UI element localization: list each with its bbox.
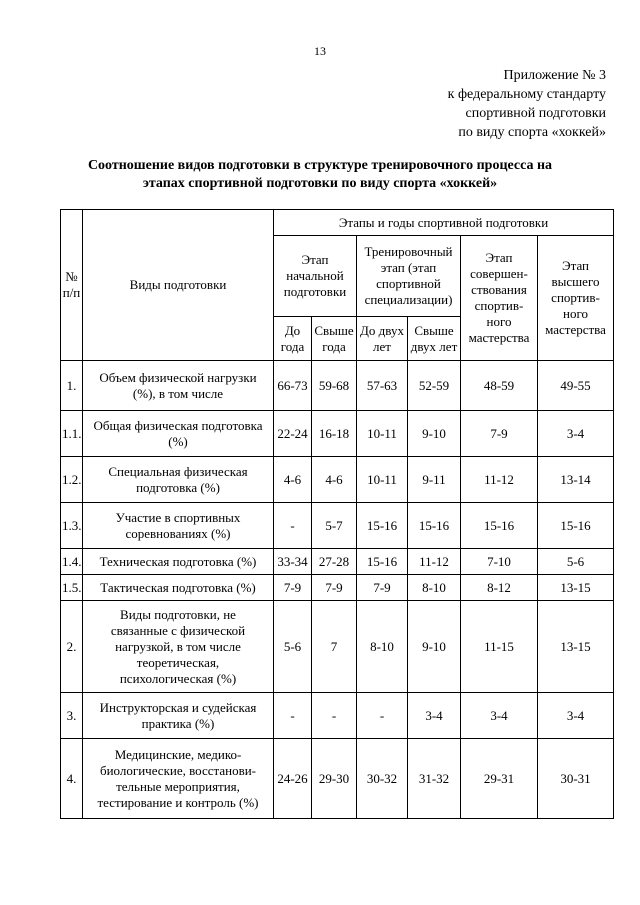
row-value-cell: 24-26 xyxy=(274,739,312,819)
header-line: совершен- xyxy=(470,266,528,281)
header-line: Свыше xyxy=(314,322,354,338)
row-number: 2. xyxy=(61,601,83,693)
row-value-cell: 7-9 xyxy=(274,575,312,601)
header-line: года xyxy=(322,338,346,354)
header-stage-highest xyxy=(538,236,614,361)
row-value-cell: 29-30 xyxy=(312,739,357,819)
row-value-cell: 9-10 xyxy=(408,601,461,693)
row-value-cell: 30-31 xyxy=(538,739,614,819)
header-line: До xyxy=(284,322,301,338)
header-line: ствования xyxy=(471,282,527,297)
header-stage-initial xyxy=(274,236,357,317)
row-training-type-line: Объем физической нагрузки xyxy=(99,369,257,385)
header-line: ного xyxy=(486,314,512,329)
document-title xyxy=(0,157,640,193)
header-line: мастерства xyxy=(468,330,530,345)
header-line: Этап xyxy=(485,250,513,265)
row-training-type-line: Виды подготовки, не xyxy=(120,606,236,622)
table-body xyxy=(61,361,614,819)
header-line: спортивной xyxy=(376,276,441,291)
row-number: 1. xyxy=(61,361,83,411)
row-training-type-line: тестирование и контроль (%) xyxy=(97,794,259,810)
row-value-cell: 15-16 xyxy=(408,503,461,549)
row-value-cell: 16-18 xyxy=(312,411,357,457)
row-value-cell: 15-16 xyxy=(357,549,408,575)
header-line: двух лет xyxy=(410,338,458,354)
row-training-type-line: теоретическая, xyxy=(136,654,220,670)
row-value-cell: 7-9 xyxy=(461,411,538,457)
row-value-cell: 15-16 xyxy=(357,503,408,549)
header-line: года xyxy=(280,338,305,354)
row-value-cell: 57-63 xyxy=(357,361,408,411)
row-value-cell: 3-4 xyxy=(461,693,538,739)
row-value-cell: 52-59 xyxy=(408,361,461,411)
row-training-type xyxy=(83,739,274,819)
table-row xyxy=(61,575,614,601)
row-value-cell: 7-10 xyxy=(461,549,538,575)
row-value-cell: 13-15 xyxy=(538,601,614,693)
row-value-cell: 3-4 xyxy=(538,411,614,457)
row-value-cell: 10-11 xyxy=(357,411,408,457)
row-value-cell: 49-55 xyxy=(538,361,614,411)
header-line: высшего xyxy=(551,274,600,289)
row-training-type xyxy=(83,601,274,693)
row-value-cell: 11-12 xyxy=(461,457,538,503)
header-type: Виды подготовки xyxy=(83,210,274,361)
header-line: Этап xyxy=(562,258,589,273)
table-row xyxy=(61,693,614,739)
row-value-cell: 27-28 xyxy=(312,549,357,575)
table-row xyxy=(61,503,614,549)
header-line: спортив- xyxy=(551,290,600,305)
row-training-type-line: Общая физическая подготовка xyxy=(93,417,263,433)
title-line: этапах спортивной подготовки по виду спорта «хоккей» xyxy=(142,176,498,191)
row-training-type xyxy=(83,411,274,457)
row-value-cell: 15-16 xyxy=(461,503,538,549)
header-line: этап (этап xyxy=(380,260,437,275)
row-value-cell: 3-4 xyxy=(408,693,461,739)
appendix-line: к федеральному стандарту xyxy=(447,87,606,102)
row-training-type-line: практика (%) xyxy=(141,715,215,731)
row-value-cell: 9-11 xyxy=(408,457,461,503)
header-num-line: п/п xyxy=(62,285,81,300)
header-stages-group: Этапы и годы спортивной подготовки xyxy=(274,210,614,236)
row-value-cell: 29-31 xyxy=(461,739,538,819)
row-training-type xyxy=(83,457,274,503)
row-value-cell: 4-6 xyxy=(274,457,312,503)
row-value-cell: 11-12 xyxy=(408,549,461,575)
row-training-type xyxy=(83,549,274,575)
row-training-type-line: (%), в том числе xyxy=(132,385,224,401)
header-line: мастерства xyxy=(545,322,606,337)
row-value-cell: 5-7 xyxy=(312,503,357,549)
row-value-cell: 22-24 xyxy=(274,411,312,457)
appendix-line: спортивной подготовки xyxy=(465,106,606,121)
table-row xyxy=(61,411,614,457)
table-row xyxy=(61,601,614,693)
row-value-cell: 15-16 xyxy=(538,503,614,549)
row-training-type-line: Медицинские, медико- xyxy=(114,746,242,762)
appendix-line: по виду спорта «хоккей» xyxy=(458,125,606,140)
row-value-cell: 59-68 xyxy=(312,361,357,411)
table-row xyxy=(61,549,614,575)
row-value-cell: 33-34 xyxy=(274,549,312,575)
appendix-block xyxy=(448,66,606,142)
header-line: Этап xyxy=(301,252,329,267)
row-training-type-line: биологические, восстанови- xyxy=(99,762,257,778)
header-stage-perfection xyxy=(461,236,538,361)
row-value-cell: 5-6 xyxy=(538,549,614,575)
table-row xyxy=(61,457,614,503)
header-line: ного xyxy=(563,306,588,321)
header-sub-upto-two-years xyxy=(357,317,408,361)
row-training-type-line: Техническая подготовка (%) xyxy=(99,553,257,569)
table-row xyxy=(61,361,614,411)
table-row xyxy=(61,739,614,819)
header-num-line: № xyxy=(65,269,78,284)
row-value-cell: 31-32 xyxy=(408,739,461,819)
row-number: 1.4. xyxy=(61,549,83,575)
row-training-type xyxy=(83,693,274,739)
row-value-cell: 5-6 xyxy=(274,601,312,693)
appendix-line: Приложение № 3 xyxy=(503,68,606,83)
header-line: лет xyxy=(373,338,391,354)
row-training-type-line: Инструкторская и судейская xyxy=(99,699,257,715)
row-value-cell: 7 xyxy=(312,601,357,693)
row-value-cell: - xyxy=(312,693,357,739)
row-value-cell: - xyxy=(274,503,312,549)
row-training-type xyxy=(83,361,274,411)
title-line: Соотношение видов подготовки в структуре тренировочного процесса на xyxy=(87,158,553,173)
row-value-cell: 9-10 xyxy=(408,411,461,457)
row-number: 1.3. xyxy=(61,503,83,549)
row-value-cell: 4-6 xyxy=(312,457,357,503)
header-line: подготовки xyxy=(283,284,347,299)
row-training-type-line: Специальная физическая xyxy=(108,463,248,479)
row-training-type-line: связанные с физической xyxy=(110,622,246,638)
page-number: 13 xyxy=(314,44,326,58)
header-line: До двух xyxy=(360,322,404,338)
row-value-cell: - xyxy=(274,693,312,739)
row-value-cell: 48-59 xyxy=(461,361,538,411)
header-stage-training xyxy=(357,236,461,317)
row-training-type-line: психологическая (%) xyxy=(119,670,237,686)
row-number: 1.5. xyxy=(61,575,83,601)
row-value-cell: 3-4 xyxy=(538,693,614,739)
row-training-type-line: Участие в спортивных xyxy=(115,509,241,525)
row-training-type-line: (%) xyxy=(168,433,188,449)
row-value-cell: 8-10 xyxy=(357,601,408,693)
row-value-cell: 30-32 xyxy=(357,739,408,819)
row-training-type-line: соревнованиях (%) xyxy=(125,525,231,541)
header-sub-upto-year xyxy=(274,317,312,361)
header-sub-over-two-years xyxy=(408,317,461,361)
header-line: Тренировочный xyxy=(364,244,453,259)
row-training-type-line: нагрузкой, в том числе xyxy=(115,638,241,654)
header-sub-over-year xyxy=(312,317,357,361)
row-training-type-line: тельные мероприятия, xyxy=(116,778,240,794)
row-number: 1.1. xyxy=(61,411,83,457)
row-value-cell: 7-9 xyxy=(357,575,408,601)
row-number: 4. xyxy=(61,739,83,819)
row-training-type xyxy=(83,503,274,549)
header-line: спортив- xyxy=(474,298,524,313)
row-training-type-line: Тактическая подготовка (%) xyxy=(100,579,256,595)
row-value-cell: 66-73 xyxy=(274,361,312,411)
row-value-cell: 7-9 xyxy=(312,575,357,601)
row-training-type-line: подготовка (%) xyxy=(136,479,220,495)
row-value-cell: 10-11 xyxy=(357,457,408,503)
row-value-cell: 8-10 xyxy=(408,575,461,601)
row-value-cell: 8-12 xyxy=(461,575,538,601)
row-training-type xyxy=(83,575,274,601)
header-num xyxy=(61,210,83,361)
row-value-cell: 11-15 xyxy=(461,601,538,693)
row-number: 3. xyxy=(61,693,83,739)
header-line: начальной xyxy=(286,268,344,283)
header-line: специализации) xyxy=(364,292,453,307)
row-value-cell: 13-14 xyxy=(538,457,614,503)
header-line: Свыше xyxy=(414,322,454,338)
training-ratio-table xyxy=(60,209,614,819)
row-number: 1.2. xyxy=(61,457,83,503)
row-value-cell: - xyxy=(357,693,408,739)
row-value-cell: 13-15 xyxy=(538,575,614,601)
